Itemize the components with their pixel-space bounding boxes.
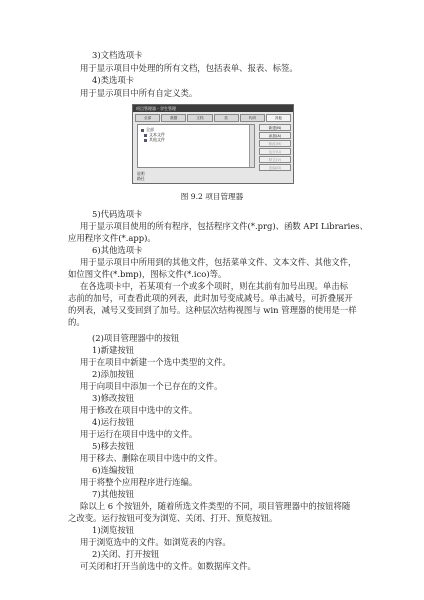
heading-other-tab: 6)其他选项卡: [92, 245, 143, 255]
heading-run-button: 4)运行按钮: [92, 417, 135, 427]
figure-run-button: 运行(U): [259, 148, 291, 155]
figure-window-title: 项目管理器 - 学生管理: [133, 105, 293, 112]
para-tree-expand-4: 的。: [68, 317, 85, 327]
para-other-tab: 用于显示项目中所用到的其他文件，包括菜单文件、文本文件、其他文件，: [80, 257, 357, 267]
figure-tab-other: 其他: [266, 114, 291, 122]
file-icon: [144, 139, 147, 142]
heading-class-tab: 4)类选项卡: [92, 75, 135, 85]
figure-tree-item: 文本文件: [144, 132, 165, 137]
figure-caption: 图 9.2 项目管理器: [180, 192, 244, 201]
para-run-button: 用于运行在项目中选中的文件。: [80, 429, 198, 439]
para-new-button: 用于在项目中新建一个选中类型的文件。: [80, 357, 231, 367]
heading-build-button: 6)连编按钮: [92, 465, 135, 475]
figure-remove-button: 移去(V): [259, 156, 291, 163]
para-modify-button: 用于修改在项目中选中的文件。: [80, 405, 198, 415]
figure-description-label: 说明: [137, 171, 145, 176]
figure-modify-button: 修改(M): [259, 140, 291, 147]
para-other-tab-cont: 如位图文件(*.bmp)，图标文件(*.ico)等。: [68, 269, 227, 279]
para-close-open-button: 可关闭和打开当前选中的文件。如数据库文件。: [80, 561, 256, 571]
figure-new-button: 新建(N): [259, 124, 291, 131]
para-other-buttons-cont: 之改变。运行按钮可变为浏览、关闭、打开、预览按钮。: [68, 513, 278, 523]
heading-add-button: 2)添加按钮: [92, 369, 135, 379]
para-other-buttons: 除以上 6 个按钮外，随着所选文件类型的不同，项目管理器中的按钮将随: [80, 501, 351, 511]
heading-buttons: (2)项目管理器中的按钮: [92, 333, 180, 343]
para-tree-expand-2: 志前的加号，可查看此项的列表，此时加号变成减号。单击减号，可折叠展开: [68, 293, 353, 303]
figure-build-button: 连编(D): [259, 164, 291, 171]
figure-info-panel: [137, 171, 145, 181]
figure-tab-code: 代码: [240, 114, 265, 122]
para-build-button: 用于将整个应用程序进行连编。: [80, 477, 198, 487]
heading-new-button: 1)新建按钮: [92, 345, 135, 355]
heading-modify-button: 3)修改按钮: [92, 393, 135, 403]
para-remove-button: 用于移去、删除在项目中选中的文件。: [80, 453, 223, 463]
figure-tab-class: 类: [214, 114, 239, 122]
para-add-button: 用于向项目中添加一个已存在的文件。: [80, 381, 223, 391]
figure-tree-item: 其他文件: [144, 137, 165, 142]
heading-other-buttons: 7)其他按钮: [92, 489, 135, 499]
figure-add-button: 添加(A): [259, 132, 291, 139]
figure-tab-data: 数据: [161, 114, 186, 122]
para-tree-expand: 在各选项卡中，若某项有一个或多个项时，则在其前有加号出现。单击标: [80, 281, 348, 291]
figure-tab-all: 全部: [135, 114, 160, 122]
figure-path-label: 路径: [137, 176, 145, 181]
figure-tree-item: 全部: [141, 127, 154, 132]
para-browse-button: 用于浏览选中的文件。如浏览表的内容。: [80, 537, 231, 547]
para-code-tab: 用于显示项目使用的所有程序，包括程序文件(*.prg)、函数 API Libraries、: [80, 221, 368, 231]
figure-tree-view: [137, 124, 255, 168]
figure-tab-docs: 文档: [187, 114, 212, 122]
heading-remove-button: 5)移去按钮: [92, 441, 135, 451]
heading-code-tab: 5)代码选项卡: [92, 209, 143, 219]
heading-docs-tab: 3)文档选项卡: [92, 50, 143, 60]
figure-tabs: [135, 114, 291, 122]
para-class-tab: 用于显示项目中所有自定义类。: [80, 88, 198, 98]
project-manager-figure: [132, 104, 294, 184]
para-code-tab-cont: 应用程序文件(*.app)。: [68, 233, 156, 243]
para-docs-tab: 用于显示项目中处理的所有文档，包括表单、报表、标签。: [80, 63, 298, 73]
para-tree-expand-3: 的列表，减号又变回到了加号。这种层次结构视图与 win 管理器的使用是一样: [68, 305, 357, 315]
heading-browse-button: 1)浏览按钮: [92, 525, 135, 535]
figure-scrollbar: [249, 125, 254, 167]
heading-close-open-button: 2)关闭、打开按钮: [92, 549, 160, 559]
